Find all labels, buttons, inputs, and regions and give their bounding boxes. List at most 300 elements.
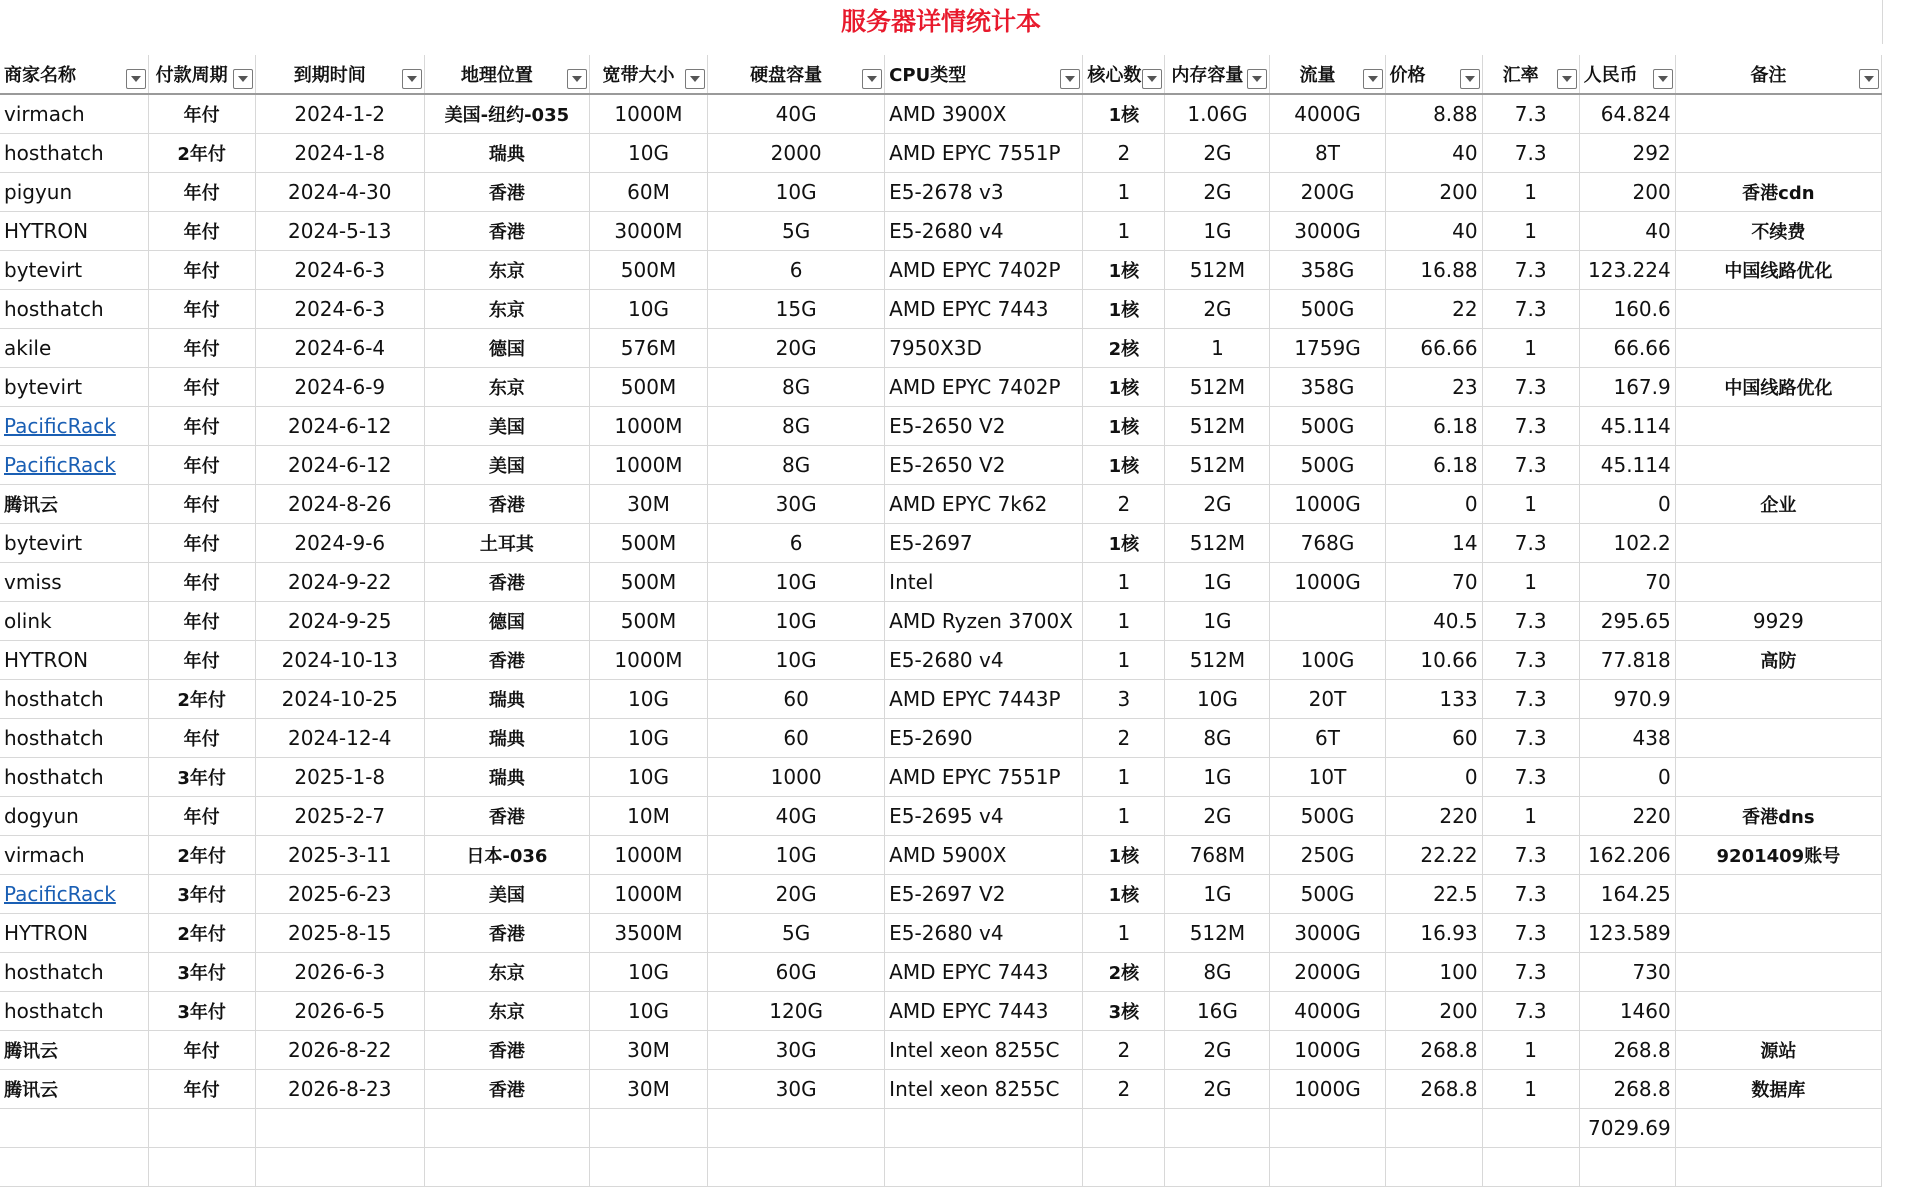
table-cell[interactable]: 500G <box>1270 446 1385 485</box>
filter-dropdown-icon[interactable] <box>126 69 146 89</box>
table-cell[interactable]: 10T <box>1270 758 1385 797</box>
table-cell[interactable]: 8.88 <box>1385 94 1482 134</box>
table-cell[interactable] <box>0 407 148 446</box>
table-cell[interactable]: 2000 <box>708 134 885 173</box>
table-cell[interactable]: 7.3 <box>1482 94 1579 134</box>
table-cell[interactable]: 1核 <box>1083 446 1165 485</box>
table-cell[interactable]: 年付 <box>148 1031 255 1070</box>
table-cell[interactable]: 40G <box>708 94 885 134</box>
table-cell[interactable]: 1 <box>1083 641 1165 680</box>
table-cell[interactable]: 中国线路优化 <box>1675 368 1881 407</box>
table-cell[interactable]: olink <box>0 602 148 641</box>
empty-cell[interactable] <box>885 1109 1083 1148</box>
table-cell[interactable]: 年付 <box>148 563 255 602</box>
table-cell[interactable]: 香港 <box>424 641 589 680</box>
table-cell[interactable]: E5-2650 V2 <box>885 446 1083 485</box>
table-cell[interactable]: 0 <box>1579 758 1675 797</box>
table-cell[interactable]: AMD 5900X <box>885 836 1083 875</box>
table-cell[interactable]: E5-2695 v4 <box>885 797 1083 836</box>
table-cell[interactable]: 香港 <box>424 1070 589 1109</box>
table-cell[interactable]: hosthatch <box>0 680 148 719</box>
table-cell[interactable]: 2024-5-13 <box>255 212 424 251</box>
table-cell[interactable]: 香港 <box>424 173 589 212</box>
table-cell[interactable]: 2G <box>1165 173 1270 212</box>
table-cell[interactable]: 1000 <box>708 758 885 797</box>
table-cell[interactable]: 160.6 <box>1579 290 1675 329</box>
table-cell[interactable]: 年付 <box>148 797 255 836</box>
table-cell[interactable]: 2年付 <box>148 680 255 719</box>
table-cell[interactable]: 60 <box>1385 719 1482 758</box>
table-cell[interactable]: 22.22 <box>1385 836 1482 875</box>
table-cell[interactable]: 1 <box>1083 797 1165 836</box>
table-cell[interactable]: 1 <box>1083 173 1165 212</box>
table-cell[interactable]: 60 <box>708 680 885 719</box>
table-cell[interactable]: 5G <box>708 212 885 251</box>
table-cell[interactable]: hosthatch <box>0 719 148 758</box>
table-cell[interactable]: 70 <box>1579 563 1675 602</box>
table-cell[interactable]: 7.3 <box>1482 875 1579 914</box>
table-cell[interactable]: 3500M <box>589 914 707 953</box>
table-cell[interactable]: 2026-6-3 <box>255 953 424 992</box>
table-cell[interactable]: 年付 <box>148 329 255 368</box>
table-cell[interactable]: 1 <box>1482 329 1579 368</box>
filter-dropdown-icon[interactable] <box>1460 69 1480 89</box>
table-cell[interactable]: 16.88 <box>1385 251 1482 290</box>
filter-dropdown-icon[interactable] <box>1060 69 1080 89</box>
table-cell[interactable]: Intel <box>885 563 1083 602</box>
table-cell[interactable]: 年付 <box>148 719 255 758</box>
empty-cell[interactable] <box>1579 1148 1675 1187</box>
table-cell[interactable]: 1000M <box>589 407 707 446</box>
table-cell[interactable]: 年付 <box>148 290 255 329</box>
table-cell[interactable]: HYTRON <box>0 914 148 953</box>
table-cell[interactable]: 1 <box>1165 329 1270 368</box>
empty-cell[interactable] <box>1385 1148 1482 1187</box>
table-cell[interactable]: 2 <box>1083 485 1165 524</box>
table-cell[interactable]: HYTRON <box>0 641 148 680</box>
table-cell[interactable]: 10G <box>589 290 707 329</box>
table-cell[interactable] <box>1675 953 1881 992</box>
table-cell[interactable]: bytevirt <box>0 368 148 407</box>
table-cell[interactable]: virmach <box>0 94 148 134</box>
table-cell[interactable]: 292 <box>1579 134 1675 173</box>
table-cell[interactable]: 1.06G <box>1165 94 1270 134</box>
table-cell[interactable]: 1核 <box>1083 524 1165 563</box>
table-cell[interactable]: 年付 <box>148 446 255 485</box>
table-cell[interactable]: 年付 <box>148 485 255 524</box>
table-cell[interactable]: AMD EPYC 7443 <box>885 953 1083 992</box>
table-cell[interactable]: 0 <box>1385 485 1482 524</box>
table-cell[interactable]: 美国-纽约-035 <box>424 94 589 134</box>
table-cell[interactable]: 3000G <box>1270 212 1385 251</box>
table-cell[interactable]: AMD EPYC 7551P <box>885 758 1083 797</box>
table-cell[interactable]: 2025-8-15 <box>255 914 424 953</box>
table-cell[interactable]: 2024-9-22 <box>255 563 424 602</box>
table-cell[interactable]: 438 <box>1579 719 1675 758</box>
empty-cell[interactable] <box>424 1109 589 1148</box>
table-cell[interactable]: 1核 <box>1083 875 1165 914</box>
table-cell[interactable]: 高防 <box>1675 641 1881 680</box>
table-cell[interactable]: 3年付 <box>148 992 255 1031</box>
table-cell[interactable]: 1G <box>1165 563 1270 602</box>
table-cell[interactable]: 358G <box>1270 368 1385 407</box>
table-cell[interactable] <box>1675 758 1881 797</box>
table-cell[interactable]: 7.3 <box>1482 134 1579 173</box>
table-cell[interactable]: 268.8 <box>1385 1031 1482 1070</box>
table-cell[interactable]: 美国 <box>424 446 589 485</box>
table-cell[interactable]: 腾讯云 <box>0 485 148 524</box>
table-cell[interactable]: 东京 <box>424 290 589 329</box>
table-cell[interactable]: 5G <box>708 914 885 953</box>
table-cell[interactable] <box>1675 680 1881 719</box>
table-cell[interactable]: 2G <box>1165 797 1270 836</box>
table-cell[interactable] <box>1675 94 1881 134</box>
table-cell[interactable]: 7.3 <box>1482 953 1579 992</box>
empty-cell[interactable] <box>1083 1109 1165 1148</box>
table-cell[interactable]: 1000G <box>1270 1070 1385 1109</box>
table-cell[interactable]: 500G <box>1270 797 1385 836</box>
table-cell[interactable]: bytevirt <box>0 524 148 563</box>
table-cell[interactable]: 16G <box>1165 992 1270 1031</box>
table-cell[interactable]: 200G <box>1270 173 1385 212</box>
table-cell[interactable]: 6.18 <box>1385 446 1482 485</box>
table-cell[interactable]: 500M <box>589 524 707 563</box>
table-cell[interactable]: 268.8 <box>1385 1070 1482 1109</box>
table-cell[interactable]: 6T <box>1270 719 1385 758</box>
table-cell[interactable]: 2G <box>1165 134 1270 173</box>
table-cell[interactable]: 0 <box>1579 485 1675 524</box>
table-cell[interactable]: 60 <box>708 719 885 758</box>
table-cell[interactable] <box>0 446 148 485</box>
table-cell[interactable]: 220 <box>1579 797 1675 836</box>
table-cell[interactable]: 2024-9-6 <box>255 524 424 563</box>
table-cell[interactable]: 30M <box>589 1070 707 1109</box>
table-cell[interactable]: 512M <box>1165 446 1270 485</box>
table-cell[interactable]: 200 <box>1385 992 1482 1031</box>
table-cell[interactable]: 22 <box>1385 290 1482 329</box>
table-cell[interactable] <box>1675 719 1881 758</box>
table-cell[interactable]: 2 <box>1083 1070 1165 1109</box>
table-cell[interactable]: 年付 <box>148 524 255 563</box>
table-cell[interactable]: 4000G <box>1270 94 1385 134</box>
table-cell[interactable]: 30G <box>708 1031 885 1070</box>
table-cell[interactable]: 2024-6-12 <box>255 407 424 446</box>
table-cell[interactable]: 40 <box>1579 212 1675 251</box>
filter-dropdown-icon[interactable] <box>402 69 422 89</box>
table-cell[interactable]: E5-2690 <box>885 719 1083 758</box>
filter-dropdown-icon[interactable] <box>1363 69 1383 89</box>
empty-cell[interactable] <box>148 1109 255 1148</box>
table-cell[interactable]: 2024-6-12 <box>255 446 424 485</box>
table-cell[interactable]: 1G <box>1165 758 1270 797</box>
table-cell[interactable]: 1759G <box>1270 329 1385 368</box>
table-cell[interactable]: AMD EPYC 7551P <box>885 134 1083 173</box>
table-cell[interactable]: 年付 <box>148 1070 255 1109</box>
table-cell[interactable]: 东京 <box>424 251 589 290</box>
table-cell[interactable]: 3年付 <box>148 953 255 992</box>
table-cell[interactable]: 7.3 <box>1482 836 1579 875</box>
table-cell[interactable]: 德国 <box>424 329 589 368</box>
table-cell[interactable]: 6 <box>708 251 885 290</box>
table-cell[interactable]: 10G <box>1165 680 1270 719</box>
table-cell[interactable]: 100 <box>1385 953 1482 992</box>
table-cell[interactable]: 200 <box>1385 173 1482 212</box>
table-cell[interactable]: 美国 <box>424 407 589 446</box>
table-cell[interactable]: 6.18 <box>1385 407 1482 446</box>
table-cell[interactable]: 年付 <box>148 94 255 134</box>
table-cell[interactable]: HYTRON <box>0 212 148 251</box>
table-cell[interactable]: 2025-2-7 <box>255 797 424 836</box>
table-cell[interactable]: 70 <box>1385 563 1482 602</box>
table-cell[interactable]: 167.9 <box>1579 368 1675 407</box>
table-cell[interactable]: 45.114 <box>1579 407 1675 446</box>
table-cell[interactable]: 年付 <box>148 173 255 212</box>
table-cell[interactable]: 1000G <box>1270 485 1385 524</box>
empty-cell[interactable] <box>1165 1148 1270 1187</box>
table-cell[interactable]: 1G <box>1165 602 1270 641</box>
empty-cell[interactable] <box>1675 1148 1881 1187</box>
filter-dropdown-icon[interactable] <box>1557 69 1577 89</box>
table-cell[interactable]: 970.9 <box>1579 680 1675 719</box>
table-cell[interactable]: 1核 <box>1083 368 1165 407</box>
table-cell[interactable]: 7.3 <box>1482 524 1579 563</box>
table-cell[interactable]: 23 <box>1385 368 1482 407</box>
table-cell[interactable]: 512M <box>1165 407 1270 446</box>
table-cell[interactable]: 1 <box>1083 563 1165 602</box>
table-cell[interactable] <box>1675 329 1881 368</box>
empty-cell[interactable] <box>424 1148 589 1187</box>
empty-cell[interactable] <box>1482 1148 1579 1187</box>
table-cell[interactable]: E5-2680 v4 <box>885 914 1083 953</box>
table-cell[interactable]: 40G <box>708 797 885 836</box>
table-cell[interactable]: 瑞典 <box>424 134 589 173</box>
empty-cell[interactable] <box>1270 1148 1385 1187</box>
table-cell[interactable]: 123.224 <box>1579 251 1675 290</box>
table-cell[interactable]: 2024-1-2 <box>255 94 424 134</box>
table-cell[interactable]: 2024-6-4 <box>255 329 424 368</box>
table-cell[interactable]: 2024-10-25 <box>255 680 424 719</box>
empty-cell[interactable] <box>885 1148 1083 1187</box>
table-cell[interactable] <box>1675 992 1881 1031</box>
table-cell[interactable]: 1000M <box>589 875 707 914</box>
table-cell[interactable]: 10M <box>589 797 707 836</box>
table-cell[interactable]: 576M <box>589 329 707 368</box>
table-cell[interactable]: 2G <box>1165 1031 1270 1070</box>
table-cell[interactable]: 10G <box>708 836 885 875</box>
table-cell[interactable]: 123.589 <box>1579 914 1675 953</box>
table-cell[interactable]: 2G <box>1165 290 1270 329</box>
table-cell[interactable]: 2026-8-22 <box>255 1031 424 1070</box>
table-cell[interactable]: 2G <box>1165 485 1270 524</box>
table-cell[interactable]: 268.8 <box>1579 1031 1675 1070</box>
table-cell[interactable]: 年付 <box>148 251 255 290</box>
table-cell[interactable]: AMD EPYC 7402P <box>885 251 1083 290</box>
table-cell[interactable]: 香港 <box>424 485 589 524</box>
table-cell[interactable]: 数据库 <box>1675 1070 1881 1109</box>
table-cell[interactable]: E5-2680 v4 <box>885 212 1083 251</box>
table-cell[interactable]: 60M <box>589 173 707 212</box>
table-cell[interactable]: 1核 <box>1083 836 1165 875</box>
empty-cell[interactable] <box>255 1109 424 1148</box>
table-cell[interactable]: 512M <box>1165 368 1270 407</box>
table-cell[interactable]: 500M <box>589 602 707 641</box>
table-cell[interactable]: 3核 <box>1083 992 1165 1031</box>
table-cell[interactable]: 2025-1-8 <box>255 758 424 797</box>
empty-cell[interactable] <box>1270 1109 1385 1148</box>
table-cell[interactable]: 香港 <box>424 563 589 602</box>
table-cell[interactable]: 1 <box>1482 212 1579 251</box>
table-cell[interactable]: 2000G <box>1270 953 1385 992</box>
table-cell[interactable]: 2 <box>1083 719 1165 758</box>
table-cell[interactable]: 164.25 <box>1579 875 1675 914</box>
vendor-link[interactable]: PacificRack <box>4 453 116 477</box>
table-cell[interactable]: 2核 <box>1083 953 1165 992</box>
filter-dropdown-icon[interactable] <box>1247 69 1267 89</box>
empty-cell[interactable] <box>1675 1109 1881 1148</box>
table-cell[interactable]: 香港 <box>424 914 589 953</box>
table-cell[interactable] <box>1270 602 1385 641</box>
table-cell[interactable]: 8G <box>708 446 885 485</box>
table-cell[interactable] <box>1675 524 1881 563</box>
table-cell[interactable]: 133 <box>1385 680 1482 719</box>
table-cell[interactable]: 30G <box>708 485 885 524</box>
table-cell[interactable]: 9929 <box>1675 602 1881 641</box>
table-cell[interactable]: 10G <box>589 758 707 797</box>
table-cell[interactable]: AMD EPYC 7443P <box>885 680 1083 719</box>
table-cell[interactable]: 768G <box>1270 524 1385 563</box>
table-cell[interactable]: AMD EPYC 7402P <box>885 368 1083 407</box>
table-cell[interactable]: hosthatch <box>0 953 148 992</box>
table-cell[interactable]: 东京 <box>424 368 589 407</box>
table-cell[interactable]: E5-2697 V2 <box>885 875 1083 914</box>
table-cell[interactable]: 295.65 <box>1579 602 1675 641</box>
table-cell[interactable]: 220 <box>1385 797 1482 836</box>
table-cell[interactable]: 768M <box>1165 836 1270 875</box>
table-cell[interactable]: 2024-6-3 <box>255 290 424 329</box>
table-cell[interactable]: hosthatch <box>0 290 148 329</box>
table-cell[interactable]: 6 <box>708 524 885 563</box>
filter-dropdown-icon[interactable] <box>685 69 705 89</box>
filter-dropdown-icon[interactable] <box>862 69 882 89</box>
table-cell[interactable]: 2核 <box>1083 329 1165 368</box>
table-cell[interactable]: 2G <box>1165 1070 1270 1109</box>
table-cell[interactable]: 15G <box>708 290 885 329</box>
vendor-link[interactable]: PacificRack <box>4 414 116 438</box>
table-cell[interactable]: 2024-10-13 <box>255 641 424 680</box>
table-cell[interactable]: 8G <box>1165 719 1270 758</box>
filter-dropdown-icon[interactable] <box>1142 69 1162 89</box>
table-cell[interactable] <box>1675 290 1881 329</box>
table-cell[interactable]: 瑞典 <box>424 758 589 797</box>
table-cell[interactable]: akile <box>0 329 148 368</box>
table-cell[interactable]: 8G <box>1165 953 1270 992</box>
table-cell[interactable]: 瑞典 <box>424 719 589 758</box>
table-cell[interactable]: 10G <box>708 173 885 212</box>
filter-dropdown-icon[interactable] <box>1859 69 1879 89</box>
table-cell[interactable]: 10G <box>708 563 885 602</box>
table-cell[interactable]: 512M <box>1165 251 1270 290</box>
table-cell[interactable]: 102.2 <box>1579 524 1675 563</box>
table-cell[interactable]: 30G <box>708 1070 885 1109</box>
empty-cell[interactable] <box>708 1148 885 1187</box>
table-cell[interactable]: 8G <box>708 407 885 446</box>
table-cell[interactable]: 268.8 <box>1579 1070 1675 1109</box>
table-cell[interactable]: 500M <box>589 368 707 407</box>
table-cell[interactable]: 香港cdn <box>1675 173 1881 212</box>
table-cell[interactable] <box>1675 134 1881 173</box>
table-cell[interactable]: 中国线路优化 <box>1675 251 1881 290</box>
table-cell[interactable] <box>0 875 148 914</box>
table-cell[interactable]: 年付 <box>148 641 255 680</box>
table-cell[interactable]: 120G <box>708 992 885 1031</box>
table-cell[interactable] <box>1675 407 1881 446</box>
table-cell[interactable]: 3000M <box>589 212 707 251</box>
table-cell[interactable]: 10G <box>589 719 707 758</box>
empty-cell[interactable] <box>589 1109 707 1148</box>
empty-cell[interactable] <box>589 1148 707 1187</box>
table-cell[interactable]: 2年付 <box>148 914 255 953</box>
table-cell[interactable]: E5-2678 v3 <box>885 173 1083 212</box>
table-cell[interactable]: Intel xeon 8255C <box>885 1070 1083 1109</box>
empty-cell[interactable] <box>1385 1109 1482 1148</box>
table-cell[interactable]: 3年付 <box>148 875 255 914</box>
table-cell[interactable]: AMD EPYC 7443 <box>885 290 1083 329</box>
empty-cell[interactable] <box>1165 1109 1270 1148</box>
total-cell[interactable]: 7029.69 <box>1579 1109 1675 1148</box>
table-cell[interactable]: 500M <box>589 251 707 290</box>
table-cell[interactable]: 2025-6-23 <box>255 875 424 914</box>
table-cell[interactable]: virmach <box>0 836 148 875</box>
table-cell[interactable]: 1 <box>1482 563 1579 602</box>
table-cell[interactable]: 香港 <box>424 212 589 251</box>
table-cell[interactable]: 14 <box>1385 524 1482 563</box>
table-cell[interactable]: 2024-4-30 <box>255 173 424 212</box>
table-cell[interactable]: 3000G <box>1270 914 1385 953</box>
table-cell[interactable]: 3 <box>1083 680 1165 719</box>
table-cell[interactable]: 8T <box>1270 134 1385 173</box>
table-cell[interactable]: 16.93 <box>1385 914 1482 953</box>
table-cell[interactable]: 土耳其 <box>424 524 589 563</box>
table-cell[interactable]: 2024-9-25 <box>255 602 424 641</box>
table-cell[interactable]: 10G <box>589 953 707 992</box>
table-cell[interactable]: 2025-3-11 <box>255 836 424 875</box>
table-cell[interactable] <box>1675 446 1881 485</box>
table-cell[interactable]: 2年付 <box>148 836 255 875</box>
table-cell[interactable]: 源站 <box>1675 1031 1881 1070</box>
table-cell[interactable]: 66.66 <box>1579 329 1675 368</box>
table-cell[interactable] <box>1675 914 1881 953</box>
table-cell[interactable] <box>1675 875 1881 914</box>
table-cell[interactable]: E5-2680 v4 <box>885 641 1083 680</box>
table-cell[interactable]: 2024-1-8 <box>255 134 424 173</box>
table-cell[interactable]: dogyun <box>0 797 148 836</box>
table-cell[interactable]: 1 <box>1482 797 1579 836</box>
table-cell[interactable]: 7.3 <box>1482 290 1579 329</box>
table-cell[interactable]: 64.824 <box>1579 94 1675 134</box>
table-cell[interactable]: 200 <box>1579 173 1675 212</box>
table-cell[interactable]: 7.3 <box>1482 446 1579 485</box>
table-cell[interactable]: 1 <box>1083 602 1165 641</box>
table-cell[interactable]: pigyun <box>0 173 148 212</box>
table-cell[interactable]: 20G <box>708 875 885 914</box>
table-cell[interactable]: 1 <box>1482 173 1579 212</box>
table-cell[interactable]: 30M <box>589 485 707 524</box>
table-cell[interactable]: 1核 <box>1083 407 1165 446</box>
table-cell[interactable]: 德国 <box>424 602 589 641</box>
table-cell[interactable]: AMD EPYC 7443 <box>885 992 1083 1031</box>
table-cell[interactable]: 香港dns <box>1675 797 1881 836</box>
table-cell[interactable]: 2024-6-3 <box>255 251 424 290</box>
